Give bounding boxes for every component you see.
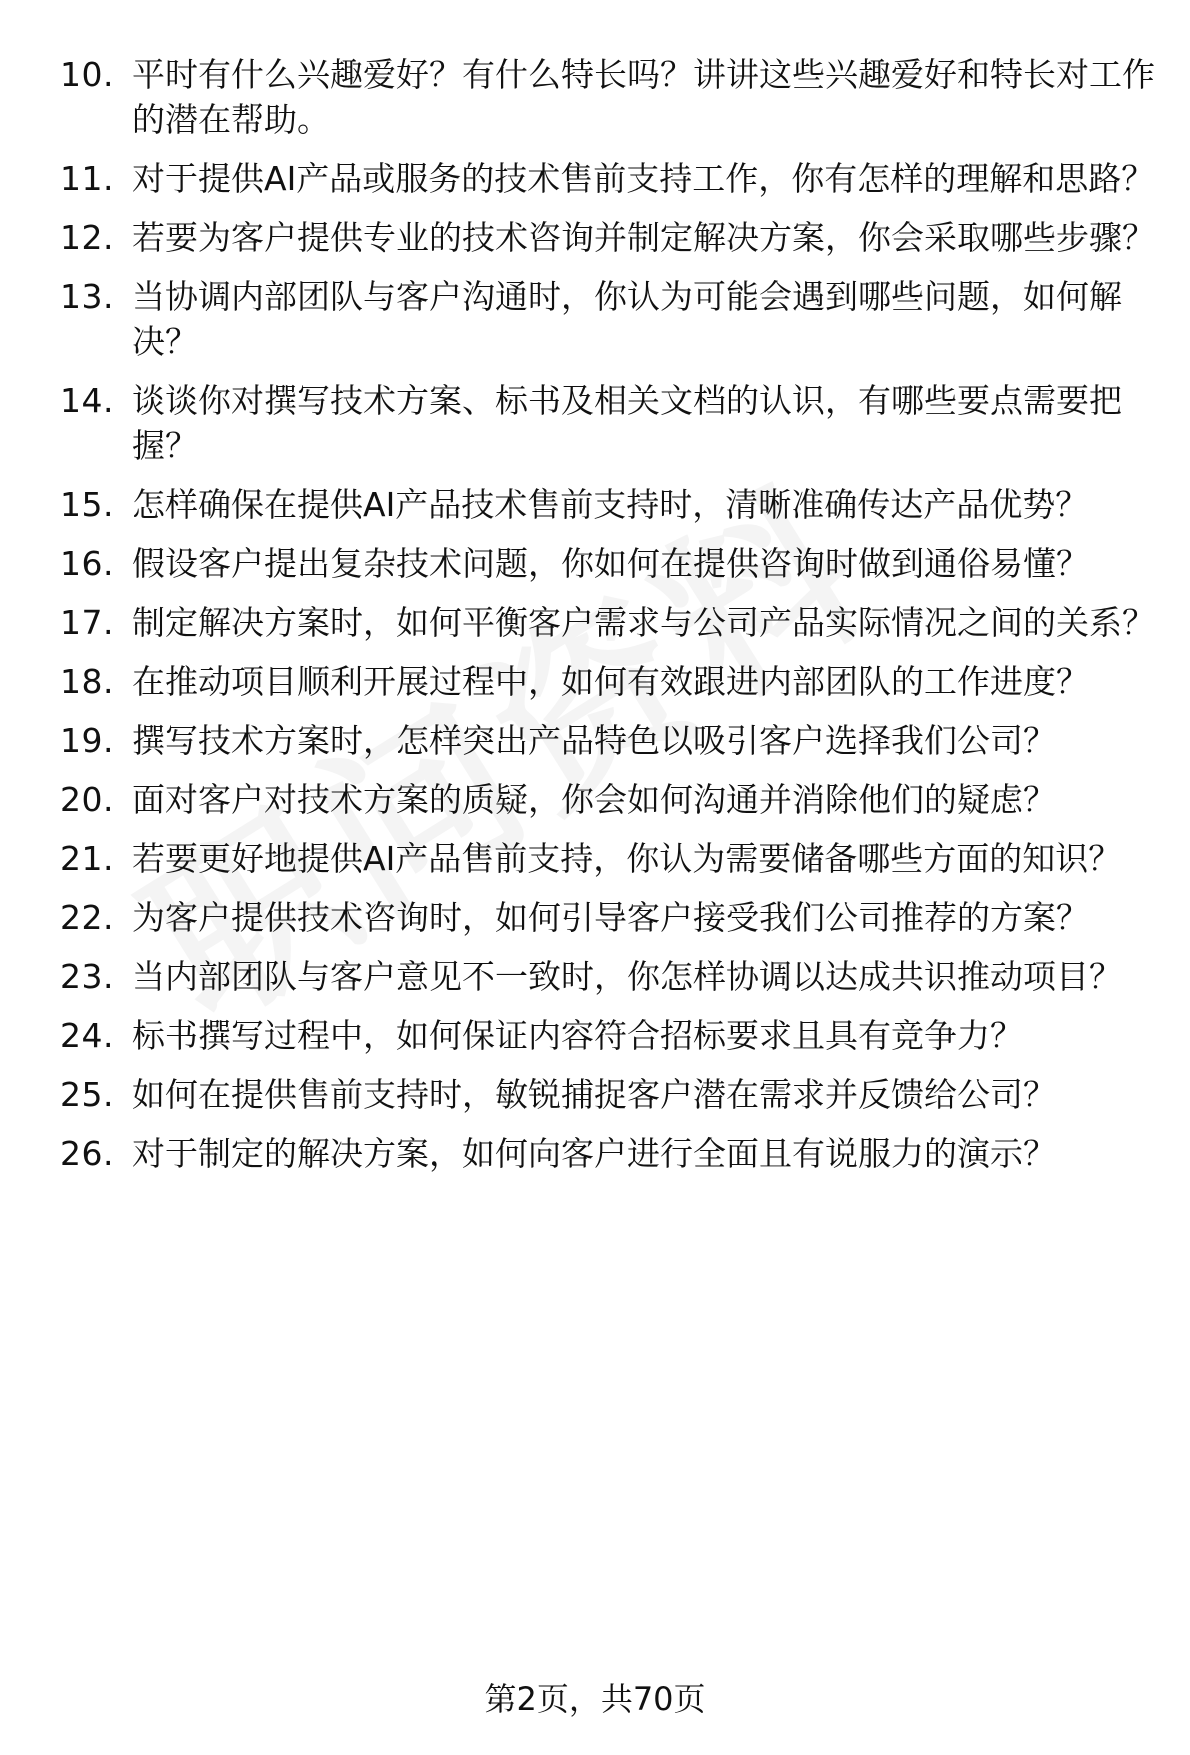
- list-item: [60, 1013, 1160, 1058]
- question-number: 17.: [60, 603, 114, 642]
- question-text: 若要更好地提供AI产品售前支持，你认为需要储备哪些方面的知识？: [132, 839, 1122, 878]
- question-number: 23.: [60, 957, 114, 996]
- question-number: 26.: [60, 1134, 114, 1173]
- question-text: 制定解决方案时，如何平衡客户需求与公司产品实际情况之间的关系？: [132, 603, 1155, 642]
- question-number: 22.: [60, 898, 114, 937]
- list-item: [60, 1072, 1160, 1117]
- question-list: [60, 52, 1160, 1190]
- question-text: 当协调内部团队与客户沟通时，你认为可能会遇到哪些问题，如何解决？: [132, 277, 1122, 361]
- question-number: 14.: [60, 381, 114, 420]
- question-number: 18.: [60, 662, 114, 701]
- question-number: 24.: [60, 1016, 114, 1055]
- question-number: 21.: [60, 839, 114, 878]
- question-number: 10.: [60, 55, 114, 94]
- question-text: 在推动项目顺利开展过程中，如何有效跟进内部团队的工作进度？: [132, 662, 1089, 701]
- list-item: [60, 274, 1160, 364]
- question-text: 平时有什么兴趣爱好？有什么特长吗？讲讲这些兴趣爱好和特长对工作的潜在帮助。: [132, 55, 1155, 139]
- question-text: 若要为客户提供专业的技术咨询并制定解决方案，你会采取哪些步骤？: [132, 218, 1155, 257]
- question-text: 如何在提供售前支持时，敏锐捕捉客户潜在需求并反馈给公司？: [132, 1075, 1056, 1114]
- question-number: 15.: [60, 485, 114, 524]
- question-text: 对于制定的解决方案，如何向客户进行全面且有说服力的演示？: [132, 1134, 1056, 1173]
- question-number: 25.: [60, 1075, 114, 1114]
- list-item: [60, 156, 1160, 201]
- list-item: [60, 836, 1160, 881]
- list-item: [60, 215, 1160, 260]
- list-item: [60, 895, 1160, 940]
- list-item: [60, 600, 1160, 645]
- list-item: [60, 541, 1160, 586]
- question-number: 20.: [60, 780, 114, 819]
- question-text: 对于提供AI产品或服务的技术售前支持工作，你有怎样的理解和思路？: [132, 159, 1155, 198]
- question-text: 为客户提供技术咨询时，如何引导客户接受我们公司推荐的方案？: [132, 898, 1089, 937]
- list-item: [60, 378, 1160, 468]
- question-text: 假设客户提出复杂技术问题，你如何在提供咨询时做到通俗易懂？: [132, 544, 1089, 583]
- question-number: 13.: [60, 277, 114, 316]
- list-item: [60, 52, 1160, 142]
- question-number: 12.: [60, 218, 114, 257]
- question-number: 19.: [60, 721, 114, 760]
- question-text: 当内部团队与客户意见不一致时，你怎样协调以达成共识推动项目？: [132, 957, 1122, 996]
- question-number: 16.: [60, 544, 114, 583]
- question-text: 撰写技术方案时，怎样突出产品特色以吸引客户选择我们公司？: [132, 721, 1056, 760]
- list-item: [60, 954, 1160, 999]
- list-item: [60, 1131, 1160, 1176]
- list-item: [60, 482, 1160, 527]
- question-text: 面对客户对技术方案的质疑，你会如何沟通并消除他们的疑虑？: [132, 780, 1056, 819]
- list-item: [60, 777, 1160, 822]
- question-text: 标书撰写过程中，如何保证内容符合招标要求且具有竞争力？: [132, 1016, 1023, 1055]
- list-item: [60, 659, 1160, 704]
- list-item: [60, 718, 1160, 763]
- question-number: 11.: [60, 159, 114, 198]
- question-text: 怎样确保在提供AI产品技术售前支持时，清晰准确传达产品优势？: [132, 485, 1089, 524]
- page-number-footer: 第2页，共70页: [484, 1680, 706, 1718]
- question-text: 谈谈你对撰写技术方案、标书及相关文档的认识，有哪些要点需要把握？: [132, 381, 1122, 465]
